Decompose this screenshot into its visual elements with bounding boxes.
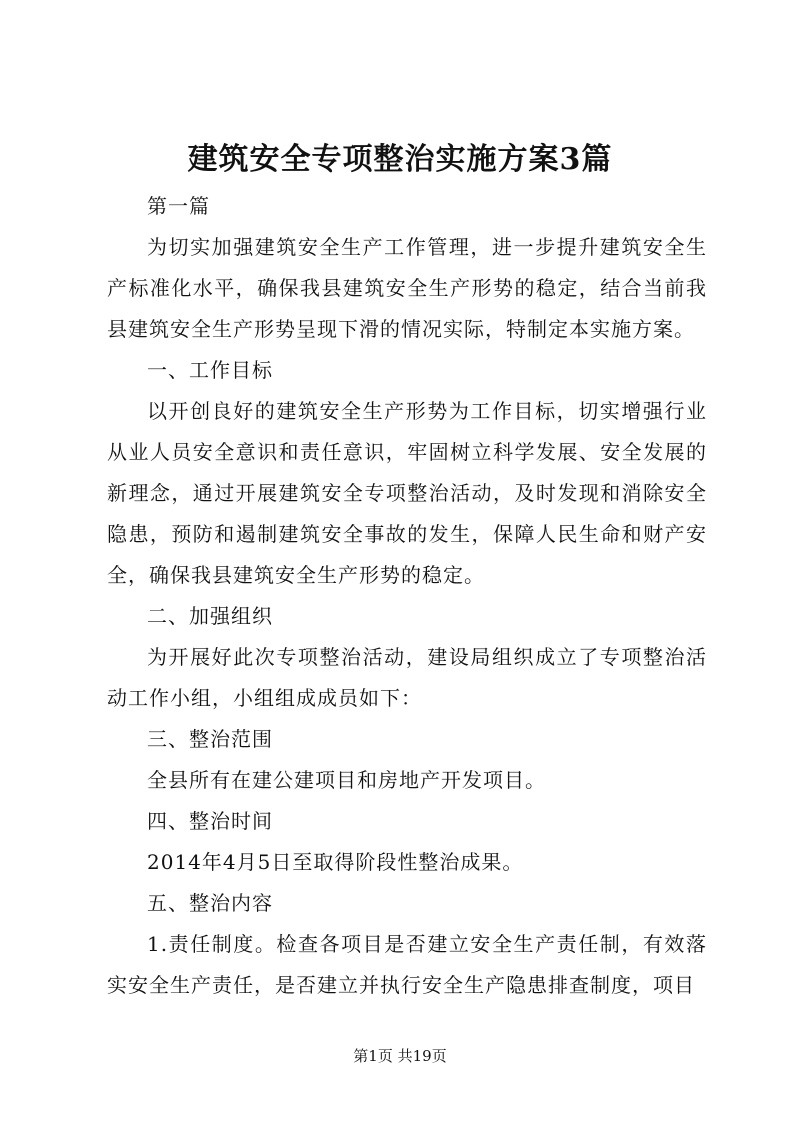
section-heading: 三、整治范围 bbox=[147, 727, 273, 751]
paragraph: 为切实加强建筑安全生产工作管理，进一步提升建筑安全生产标准化水平，确保我县建筑安全生产形势的稳定，结合当前我县建筑安全生产形势呈现下滑的情况实际，特制定本实施方案。 bbox=[107, 235, 707, 341]
page-number-footer: 第1页 共19页 bbox=[353, 1047, 447, 1065]
paragraph: 1.责任制度。检查各项目是否建立安全生产责任制，有效落实安全生产责任，是否建立并执行安全生产隐患排查制度，项目 bbox=[107, 932, 707, 997]
paragraph: 为开展好此次专项整治活动，建设局组织成立了专项整治活动工作小组，小组组成成员如下： bbox=[107, 645, 707, 710]
paragraph: 全县所有在建公建项目和房地产开发项目。 bbox=[147, 768, 546, 792]
section-heading: 四、整治时间 bbox=[147, 809, 273, 833]
section-heading: 一、工作目标 bbox=[147, 358, 273, 382]
paragraph: 2014年4月5日至取得阶段性整治成果。 bbox=[147, 850, 524, 874]
section-heading: 第一篇 bbox=[147, 194, 210, 218]
paragraph: 以开创良好的建筑安全生产形势为工作目标，切实增强行业从业人员安全意识和责任意识，牢固树立科学发展、安全发展的新理念，通过开展建筑安全专项整治活动，及时发现和消除安全隐患，预防和遏制建筑安全事故的发生，保障人民生命和财产安全，确保我县建筑安全生产形势的稳定。 bbox=[107, 399, 707, 587]
section-heading: 二、加强组织 bbox=[147, 604, 273, 628]
document-title: 建筑安全专项整治实施方案3篇 bbox=[187, 142, 613, 177]
section-heading: 五、整治内容 bbox=[147, 891, 273, 915]
document-body bbox=[107, 186, 707, 1006]
